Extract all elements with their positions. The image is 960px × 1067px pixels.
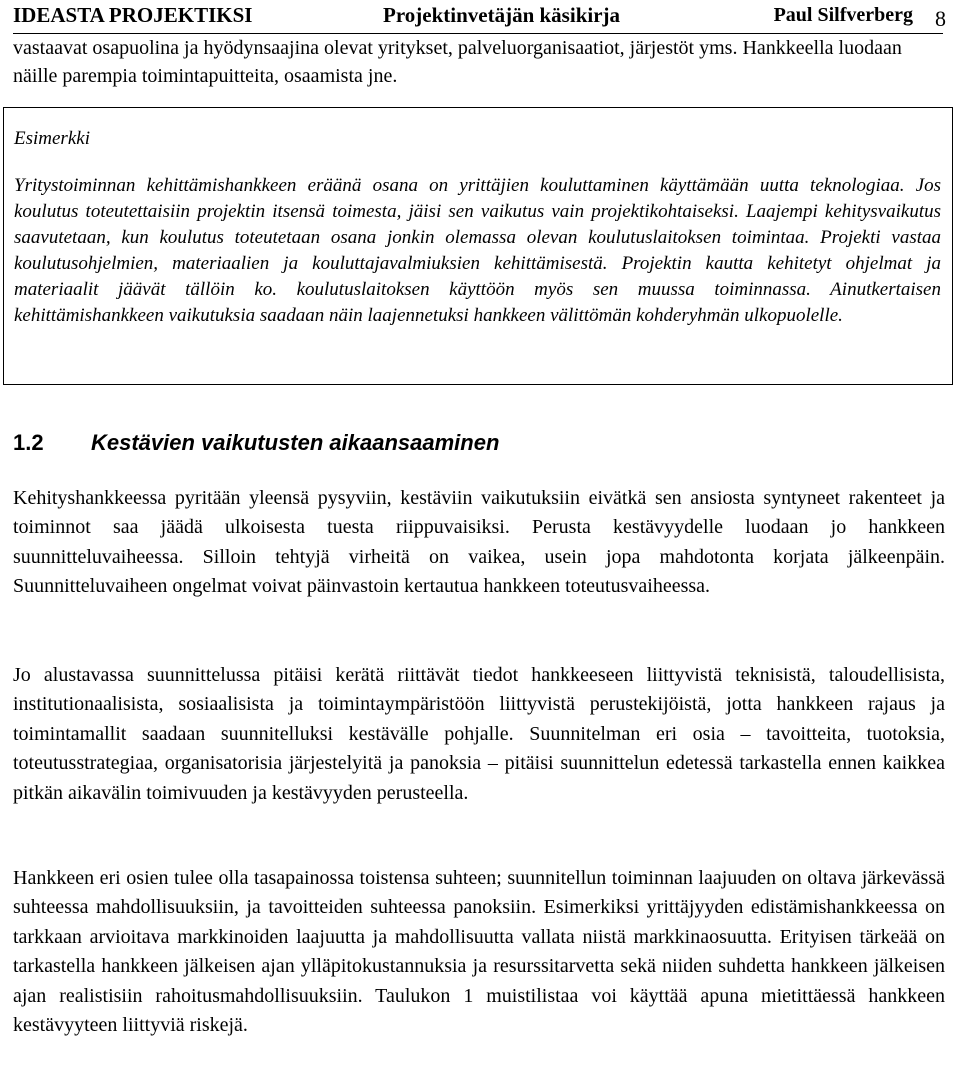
section-title: Kestävien vaikutusten aikaansaaminen — [91, 430, 500, 455]
body-paragraph: Hankkeen eri osien tulee olla tasapainossa toistensa suhteen; suunnitellun toiminnan laajuuden on oltava järkevässä suhteessa mahdollisuuksiin, ja tavoitteiden suhteessa panoksiin. Esimerkiksi yrittäjyyden edistämishankkeessa on tarkkaan arvioitava markkinoiden laajuutta ja mahdollisuutta vallata niistä markkinaosuutta. Erityisen tärkeää on tarkastella hankkeen jälkeisen ajan ylläpitokustannuksia ja resurssitarvetta sekä niiden suhdetta hankkeen jälkeisen ajan realistisiin rahoitusmahdollisuuksiin. Taulukon 1 muistilistaa voi käyttää apuna mietittäessä hankkeen kestävyyteen liittyviä riskejä. — [13, 867, 945, 1037]
intro-paragraph: vastaavat osapuolina ja hyödynsaajina olevat yritykset, palveluorganisaatiot, järjestöt yms. Hankkeella luodaan näille parempia toimintapuitteita, osaamista jne. — [13, 37, 902, 87]
page-header — [13, 0, 943, 34]
section-heading — [13, 428, 499, 458]
header-project-name: IDEASTA PROJEKTIKSI — [13, 3, 253, 27]
example-box — [3, 107, 953, 385]
header-book-title: Projektinvetäjän käsikirja — [383, 3, 621, 27]
body-paragraph: Kehityshankkeessa pyritään yleensä pysyviin, kestäviin vaikutuksiin eivätkä sen ansiosta syntyneet rakenteet ja toiminnot saa jäädä ulkoisesta tuesta riippuvaisiksi. Perusta kestävyydelle luodaan jo hankkeen suunnitteluvaiheessa. Silloin tehtyjä virheitä on vaikea, usein jopa mahdotonta korjata jälkeenpäin. Suunnitteluvaiheen ongelmat voivat päinvastoin kertautua hankkeen toteutusvaiheessa. — [13, 487, 945, 598]
section-number: 1.2 — [13, 430, 44, 455]
example-text: Yritystoiminnan kehittämishankkeen eräänä osana on yrittäjien kouluttaminen käyttämään uutta teknologiaa. Jos koulutus toteutettaisiin projektin itsensä toimesta, jäisi sen vaikutus vain projektikohtaiseksi. Laajempi kehitysvaikutus saavutetaan, kun koulutus toteutetaan osana jonkin olemassa olevan koulutuslaitoksen toimintaa. Projekti vastaa koulutusohjelmien, materiaalien ja kouluttajavalmiuksien kehittämisestä. Projektin kautta kehitetyt ohjelmat ja materiaalit jäävät tällöin ko. koulutuslaitoksen käyttöön myös sen muussa toiminnassa. Ainutkertaisen kehittämishankkeen vaikutuksia saadaan näin laajennetuksi hankkeen välittömän kohderyhmän ulkopuolelle. — [14, 175, 941, 326]
header-author: Paul Silfverberg — [773, 4, 913, 26]
body-paragraph: Jo alustavassa suunnittelussa pitäisi kerätä riittävät tiedot hankkeeseen liittyvistä teknisistä, taloudellisista, institutionaalisista, sosiaalisista ja toimintaympäristöön liittyvistä perustekijöistä, jotta hankkeen rajaus ja toimintamallit saadaan suunnitelluksi kestävälle pohjalle. Suunnitelman eri osia – tavoitteita, tuotoksia, toteutusstrategiaa, organisatorisia järjestelyitä ja panoksia – pitäisi suunnittelun edetessä tarkastella ennen kaikkea pitkän aikavälin toimivuuden ja kestävyyden perusteella. — [13, 664, 945, 804]
example-label: Esimerkki — [14, 128, 90, 149]
page-number: 8 — [935, 6, 946, 31]
